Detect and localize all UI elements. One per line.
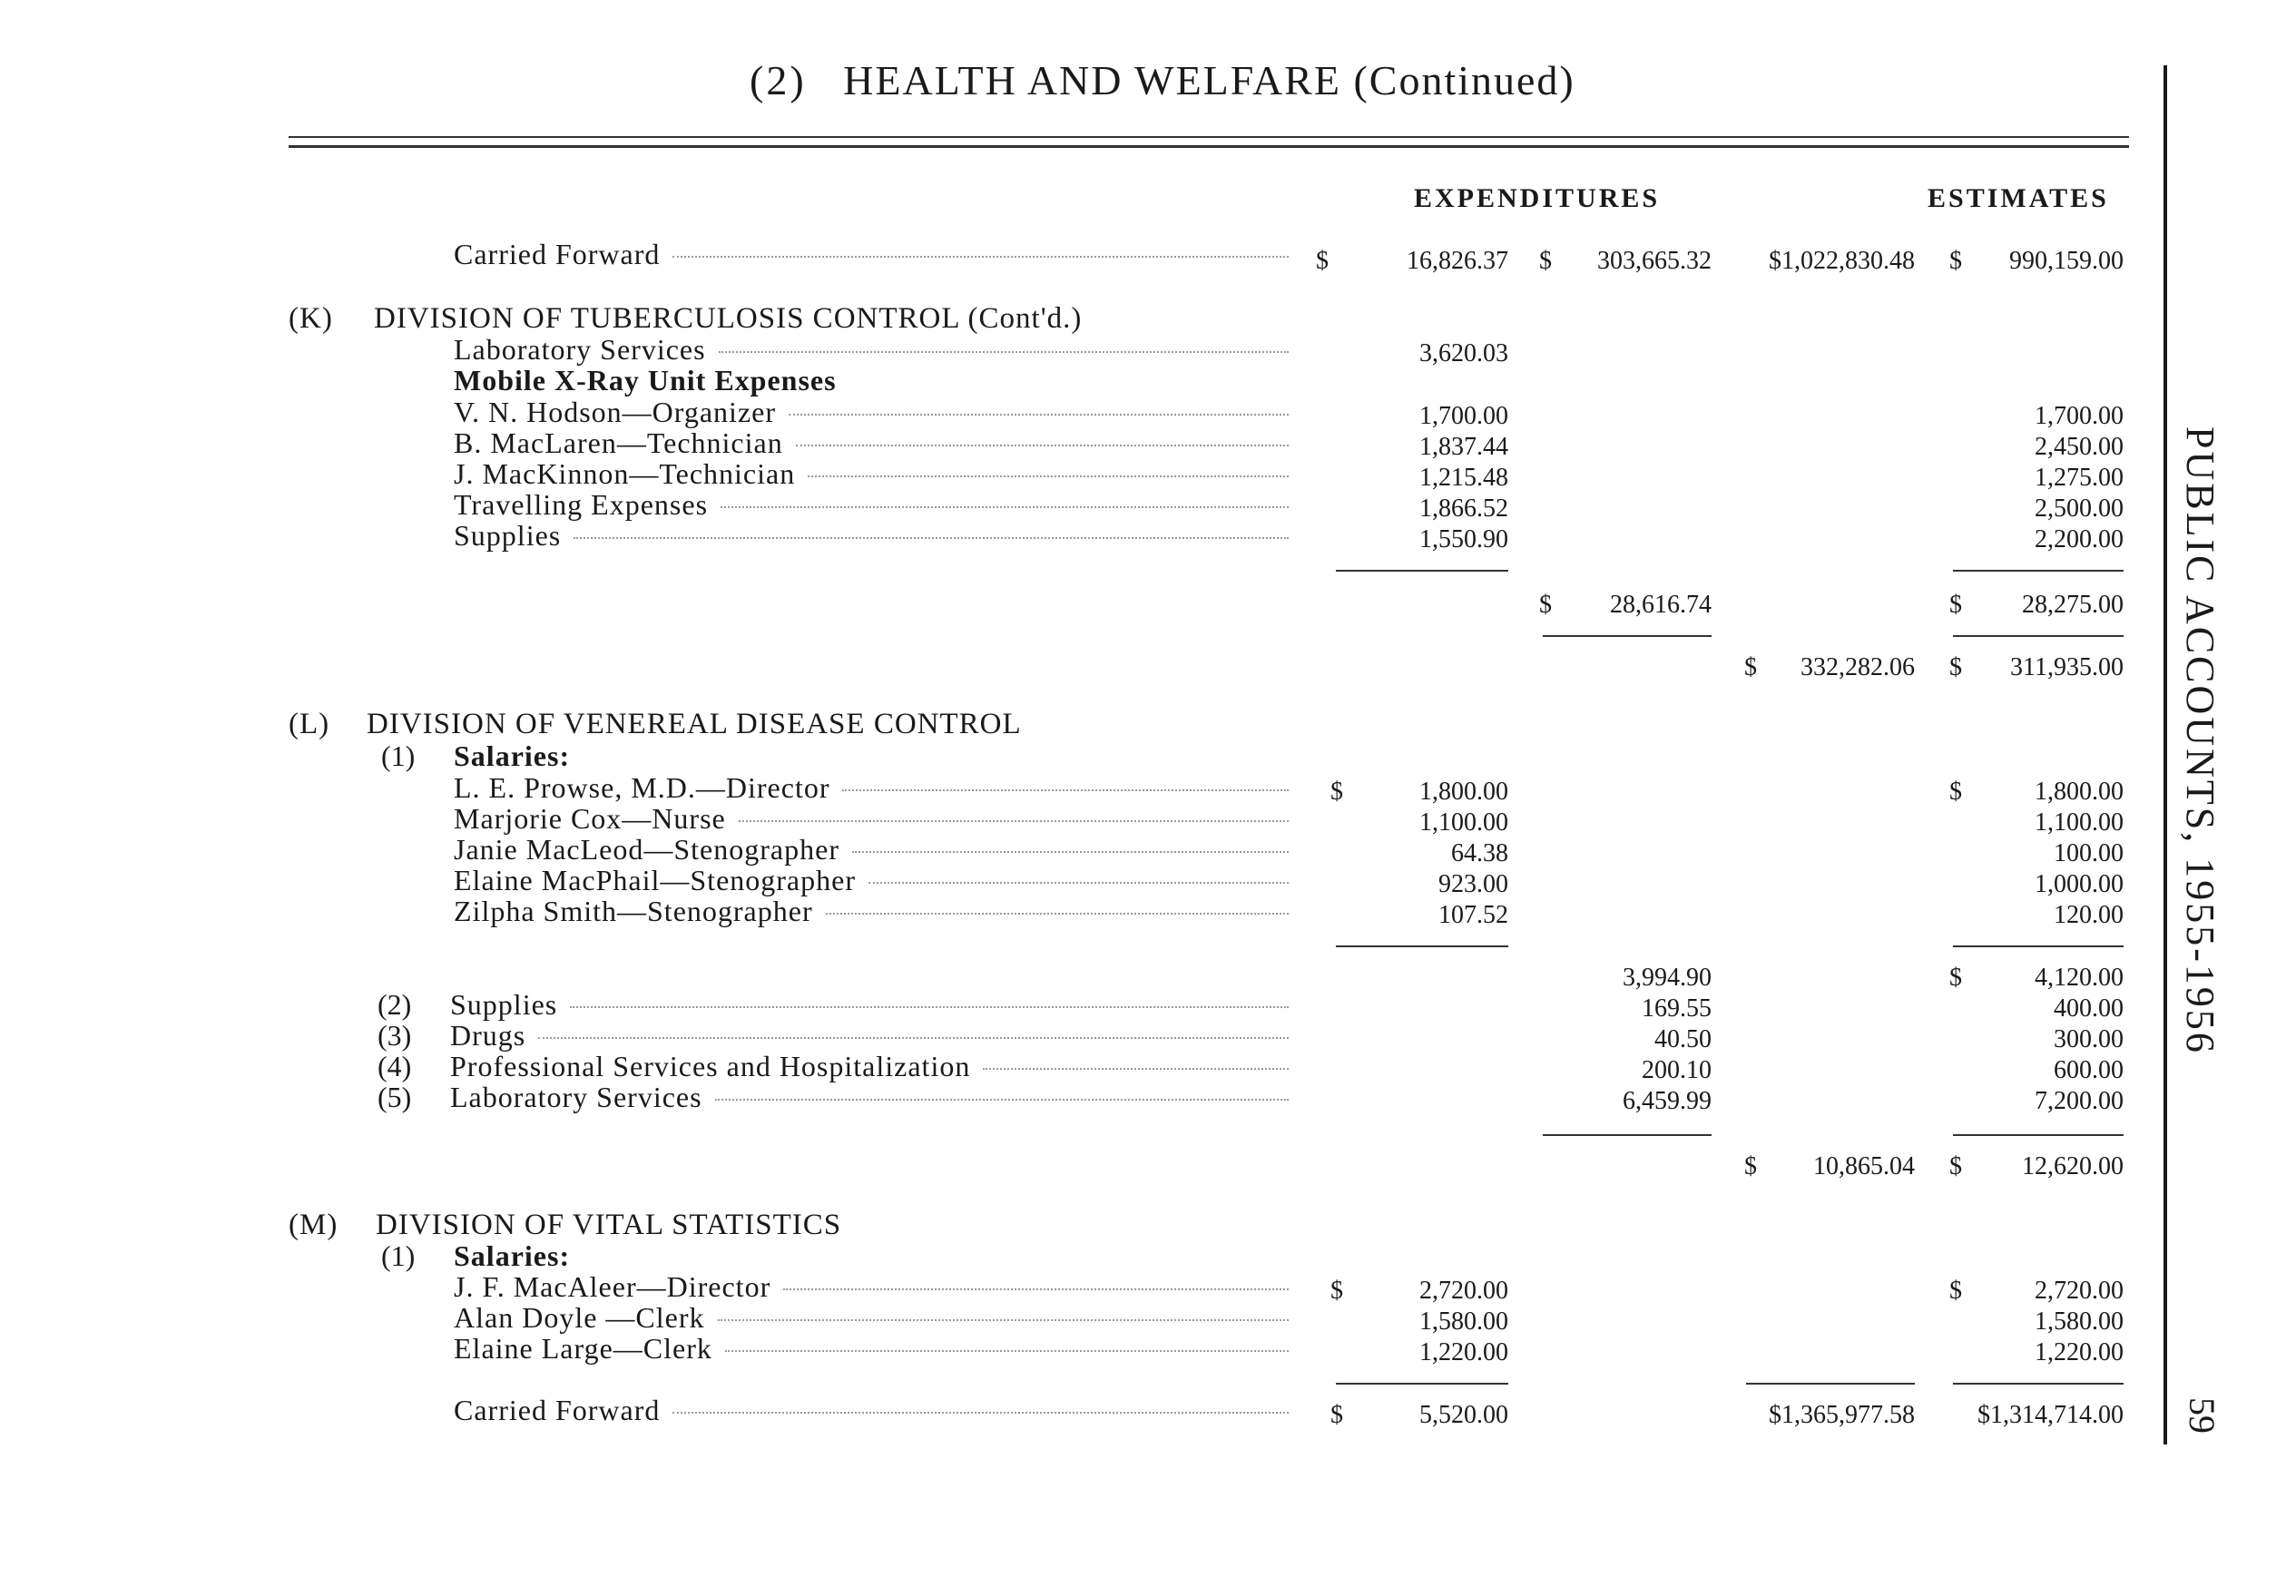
carried-forward-top-c4: 990,159.00: [2009, 247, 2124, 275]
list-item: Supplies: [450, 988, 1289, 1022]
dollar-sign: $: [1949, 591, 1962, 619]
leader-dots: [721, 506, 1289, 508]
row-expenditure: 107.52: [1438, 901, 1508, 929]
row-estimate: 7,200.00: [2035, 1087, 2124, 1115]
carried-forward-bottom-label: Carried Forward: [454, 1394, 1289, 1427]
row-expenditure: 200.10: [1642, 1056, 1712, 1084]
row-expenditure: 2,720.00: [1419, 1277, 1508, 1305]
row-expenditure: 169.55: [1642, 994, 1712, 1023]
rule: [1953, 1134, 2124, 1136]
leader-dots: [796, 445, 1289, 446]
row-estimate: 600.00: [2054, 1056, 2124, 1084]
list-item: Elaine MacPhail—Stenographer: [454, 864, 1289, 897]
rule: [1953, 945, 2124, 947]
header-rule-bottom: [289, 145, 2129, 148]
list-item: L. E. Prowse, M.D.—Director: [454, 771, 1289, 805]
row-estimate: 2,200.00: [2035, 525, 2124, 553]
carried-forward-top-label: Carried Forward: [454, 238, 1289, 271]
dollar-sign: $: [1949, 1152, 1962, 1180]
salaries-label: Salaries:: [454, 1239, 571, 1272]
carried-forward-bottom-c3: $1,365,977.58: [1769, 1401, 1915, 1429]
leader-dots: [826, 913, 1289, 915]
salaries-number: (1): [381, 739, 416, 772]
row-estimate: 2,720.00: [2035, 1277, 2124, 1305]
row-estimate: 1,220.00: [2035, 1338, 2124, 1366]
section-l-total-exp: 10,865.04: [1813, 1152, 1915, 1180]
estimates-heading: ESTIMATES: [1928, 183, 2109, 213]
list-item: V. N. Hodson—Organizer: [454, 396, 1289, 429]
row-estimate: 120.00: [2054, 901, 2124, 929]
row-estimate: 1,580.00: [2035, 1307, 2124, 1336]
carried-forward-bottom-c1: 5,520.00: [1419, 1401, 1508, 1429]
section-k-total-exp: 332,282.06: [1800, 653, 1915, 681]
running-head: PUBLIC ACCOUNTS, 1955-1956: [2178, 426, 2222, 1055]
section-number: (2): [750, 57, 807, 103]
dollar-sign: $: [1949, 778, 1962, 806]
leader-dots: [718, 1319, 1290, 1321]
row-expenditure: 1,837.44: [1419, 433, 1508, 461]
leader-dots: [808, 475, 1289, 477]
salaries-total-est: 4,120.00: [2035, 964, 2124, 992]
list-item: Travelling Expenses: [454, 488, 1289, 522]
expenditures-heading: EXPENDITURES: [1414, 183, 1661, 213]
section-m-title: DIVISION OF VITAL STATISTICS: [376, 1209, 842, 1241]
leader-dots: [739, 820, 1289, 822]
section-k-subtotal-exp: 28,616.74: [1610, 591, 1712, 619]
rule: [1543, 635, 1712, 637]
dollar-sign: $: [1744, 1152, 1757, 1180]
row-expenditure: 1,700.00: [1419, 402, 1508, 430]
rule: [1953, 1383, 2124, 1385]
margin-rule: [2164, 65, 2167, 1444]
leader-dots: [725, 1350, 1289, 1352]
row-estimate: 2,500.00: [2035, 494, 2124, 523]
list-item: B. MacLaren—Technician: [454, 426, 1289, 460]
row-expenditure: 923.00: [1438, 870, 1508, 898]
rule: [1336, 945, 1508, 947]
section-title: HEALTH AND WELFARE (Continued): [843, 57, 1575, 103]
dollar-sign: $: [1744, 653, 1757, 681]
row-estimate: 1,275.00: [2035, 464, 2124, 492]
item-number: (5): [378, 1081, 412, 1113]
section-k-subtotal-est: 28,275.00: [2022, 591, 2124, 619]
row-expenditure: 1,800.00: [1419, 778, 1508, 806]
rule: [1953, 635, 2124, 637]
leader-dots: [983, 1068, 1289, 1070]
leader-dots: [789, 414, 1289, 416]
item-number: (2): [378, 988, 412, 1021]
section-l-total-est: 12,620.00: [2022, 1152, 2124, 1180]
dollar-sign: $: [1949, 1277, 1962, 1305]
row-estimate: 400.00: [2054, 994, 2124, 1023]
dollar-sign: $: [1330, 1401, 1343, 1429]
section-k-total-est: 311,935.00: [2010, 653, 2124, 681]
list-item: Drugs: [450, 1019, 1289, 1053]
section-k-title: DIVISION OF TUBERCULOSIS CONTROL (Cont'd.): [374, 302, 1083, 335]
list-item: Elaine Large—Clerk: [454, 1332, 1289, 1366]
section-k-lab-label: Laboratory Services: [454, 333, 1289, 367]
leader-dots: [719, 351, 1289, 353]
dollar-sign: $: [1949, 964, 1962, 992]
leader-dots: [538, 1037, 1289, 1039]
dollar-sign: $: [1949, 653, 1962, 681]
header-rule-top: [289, 136, 2129, 138]
row-estimate: 300.00: [2054, 1025, 2124, 1053]
row-expenditure: 64.38: [1451, 839, 1508, 867]
row-expenditure: 40.50: [1654, 1025, 1712, 1053]
leader-dots: [672, 256, 1289, 258]
section-k-letter: (K): [289, 302, 333, 335]
leader-dots: [570, 1006, 1289, 1008]
list-item: Zilpha Smith—Stenographer: [454, 895, 1289, 928]
list-item: Alan Doyle —Clerk: [454, 1301, 1289, 1335]
leader-dots: [842, 789, 1289, 791]
salaries-label: Salaries:: [454, 739, 571, 772]
row-estimate: 1,800.00: [2035, 778, 2124, 806]
section-l-letter: (L): [289, 708, 330, 740]
dollar-sign: $: [1330, 778, 1343, 806]
list-item: Laboratory Services: [450, 1081, 1289, 1114]
salaries-number: (1): [381, 1239, 416, 1272]
carried-forward-top-c2: 303,665.32: [1597, 247, 1712, 275]
salaries-total-exp: 3,994.90: [1623, 964, 1712, 992]
leader-dots: [715, 1099, 1289, 1101]
leader-dots: [783, 1288, 1289, 1290]
rule: [1336, 570, 1508, 572]
item-number: (4): [378, 1050, 412, 1082]
rule: [1953, 570, 2124, 572]
item-number: (3): [378, 1019, 412, 1052]
dollar-sign: $: [1316, 247, 1329, 275]
row-expenditure: 1,220.00: [1419, 1338, 1508, 1366]
page-title: [750, 56, 1575, 104]
list-item: Marjorie Cox—Nurse: [454, 802, 1289, 836]
row-estimate: 2,450.00: [2035, 433, 2124, 461]
carried-forward-top-c1: 16,826.37: [1407, 247, 1508, 275]
row-expenditure: 1,580.00: [1419, 1307, 1508, 1336]
row-estimate: 100.00: [2054, 839, 2124, 867]
section-l-title: DIVISION OF VENEREAL DISEASE CONTROL: [367, 708, 1022, 740]
list-item: J. F. MacAleer—Director: [454, 1270, 1289, 1304]
dollar-sign: $: [1539, 247, 1552, 275]
row-estimate: 1,000.00: [2035, 870, 2124, 898]
dollar-sign: $: [1949, 247, 1962, 275]
carried-forward-top-c3: $1,022,830.48: [1769, 247, 1915, 275]
leader-dots: [672, 1412, 1289, 1414]
leader-dots: [852, 851, 1289, 853]
leader-dots: [868, 882, 1289, 884]
rule: [1336, 1383, 1508, 1385]
rule: [1746, 1383, 1915, 1385]
list-item: Supplies: [454, 519, 1289, 553]
dollar-sign: $: [1330, 1277, 1343, 1305]
rule: [1543, 1134, 1712, 1136]
page-number: 59: [2182, 1397, 2222, 1434]
leader-dots: [574, 537, 1289, 539]
list-item: Janie MacLeod—Stenographer: [454, 833, 1289, 867]
row-estimate: 1,100.00: [2035, 808, 2124, 837]
list-item: Professional Services and Hospitalization: [450, 1050, 1289, 1083]
section-k-lab-value: 3,620.03: [1419, 339, 1508, 367]
row-expenditure: 1,215.48: [1419, 464, 1508, 492]
row-expenditure: 1,866.52: [1419, 494, 1508, 523]
carried-forward-bottom-c4: $1,314,714.00: [1977, 1401, 2124, 1429]
section-m-letter: (M): [289, 1209, 339, 1241]
row-estimate: 1,700.00: [2035, 402, 2124, 430]
row-expenditure: 1,100.00: [1419, 808, 1508, 837]
row-expenditure: 1,550.90: [1419, 525, 1508, 553]
dollar-sign: $: [1539, 591, 1552, 619]
row-expenditure: 6,459.99: [1623, 1087, 1712, 1115]
list-item: J. MacKinnon—Technician: [454, 457, 1289, 491]
mobile-xray-heading: Mobile X-Ray Unit Expenses: [454, 364, 837, 397]
